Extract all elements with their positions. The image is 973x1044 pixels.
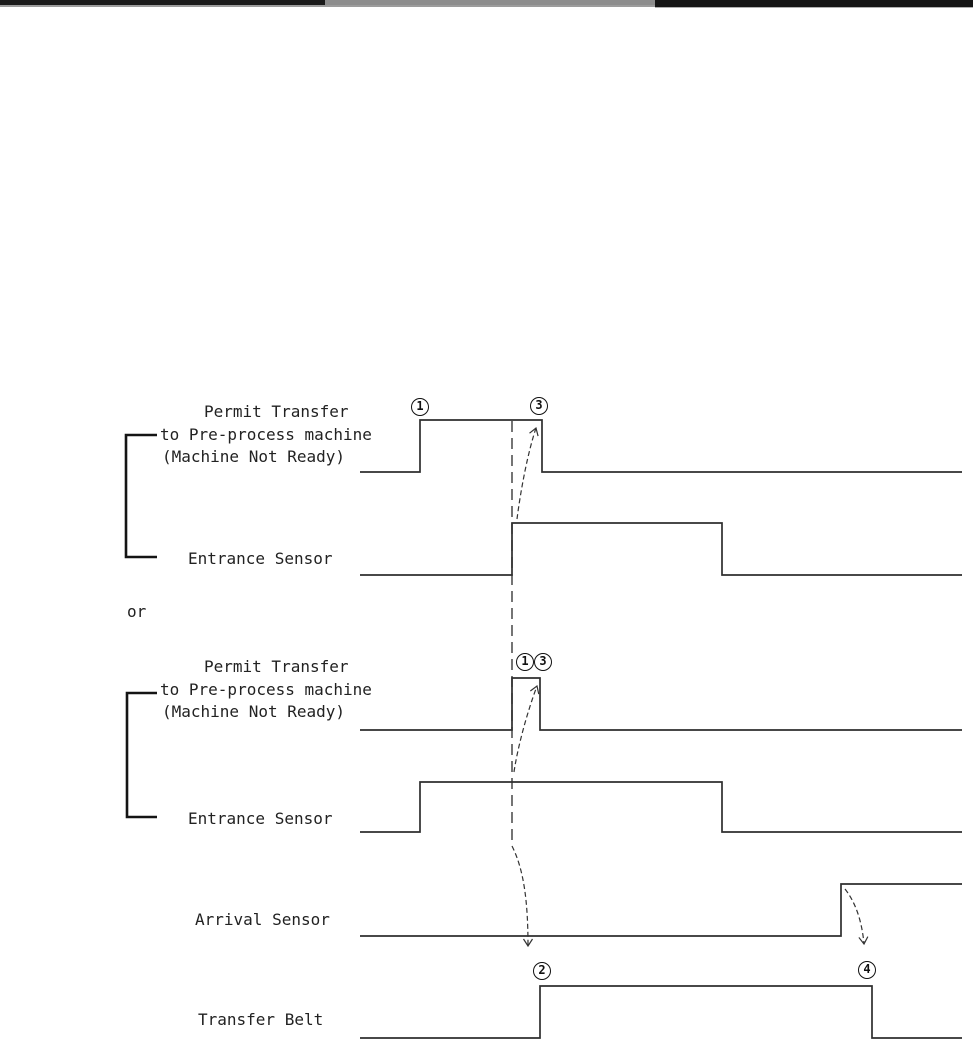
wave-permit-transfer-1 <box>360 420 962 472</box>
arrow-arrival-rise-to-step4 <box>845 889 864 944</box>
step-marker-step-1-second: 1 <box>516 653 534 671</box>
bracket-group-1 <box>126 435 157 557</box>
label-entrance-sensor-2: Entrance Sensor <box>188 809 333 828</box>
label-permit-transfer-1-line1: Permit Transfer <box>204 402 349 421</box>
step-marker-step-3-first: 3 <box>530 397 548 415</box>
arrow-dashline-to-step2 <box>512 846 528 946</box>
step-marker-step-4: 4 <box>858 961 876 979</box>
label-permit-transfer-1-line2: to Pre-process machine <box>160 425 372 444</box>
step-marker-step-3-second: 3 <box>534 653 552 671</box>
arrow-entrance-rise-to-step3-second <box>514 686 537 772</box>
label-permit-transfer-2-line1: Permit Transfer <box>204 657 349 676</box>
label-transfer-belt: Transfer Belt <box>198 1010 324 1029</box>
label-permit-transfer-1-line3: (Machine Not Ready) <box>162 447 346 466</box>
bracket-group-2 <box>127 693 157 817</box>
step-marker-step-2: 2 <box>533 962 551 980</box>
wave-arrival-sensor <box>360 884 962 936</box>
label-or: or <box>127 602 147 621</box>
wave-permit-transfer-2 <box>360 678 962 730</box>
arrow-entrance-rise-to-step3-first <box>517 428 536 519</box>
label-entrance-sensor-1: Entrance Sensor <box>188 549 333 568</box>
label-arrival-sensor: Arrival Sensor <box>195 910 330 929</box>
step-marker-step-1-first: 1 <box>411 398 429 416</box>
label-permit-transfer-2-line3: (Machine Not Ready) <box>162 702 346 721</box>
wave-transfer-belt <box>360 986 962 1038</box>
wave-entrance-sensor-2 <box>360 782 962 832</box>
label-permit-transfer-2-line2: to Pre-process machine <box>160 680 372 699</box>
wave-entrance-sensor-1 <box>360 523 962 575</box>
